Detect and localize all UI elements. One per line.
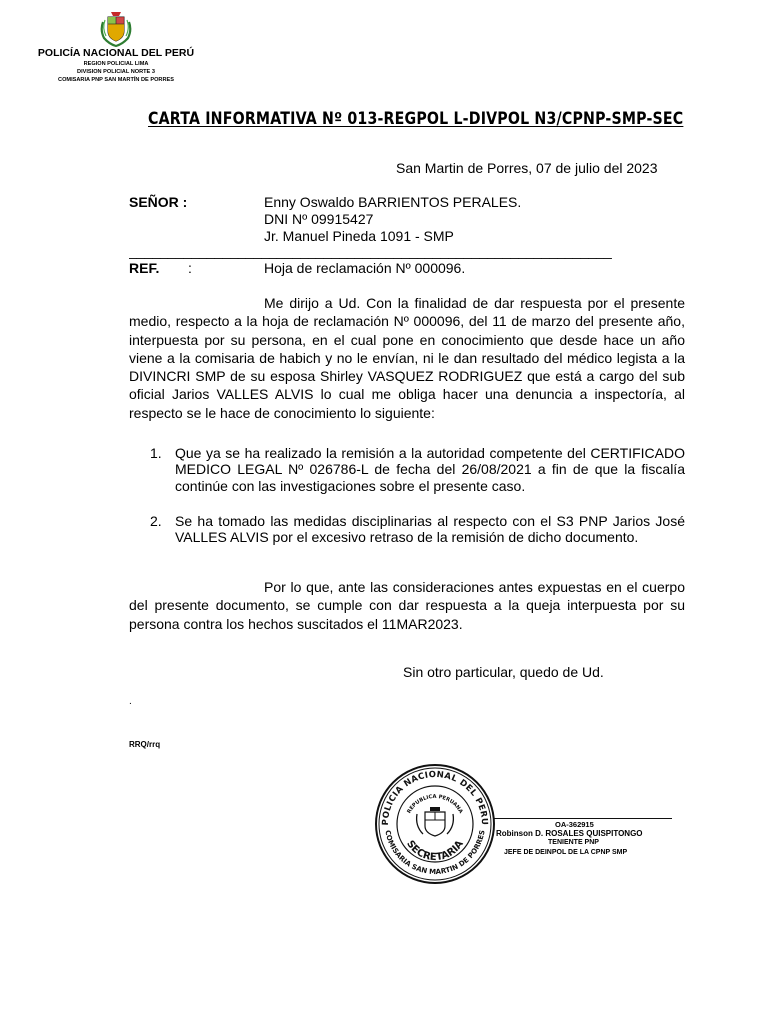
senor-label: SEÑOR : xyxy=(129,194,188,210)
list-item xyxy=(150,445,685,494)
signature-rank: TENIENTE PNP xyxy=(548,839,599,846)
svg-text:SECRETARIA xyxy=(404,838,466,863)
stamp-outer-bottom: COMISARIA SAN MARTIN DE PORRES xyxy=(383,829,487,877)
recipient-dni: DNI Nº 09915427 xyxy=(264,211,374,227)
recipient-name: Enny Oswaldo BARRIENTOS PERALES. xyxy=(264,194,522,210)
ref-colon: : xyxy=(188,260,192,276)
letter-title: CARTA INFORMATIVA Nº 013-REGPOL L-DIVPOL N3/CPNP-SMP-SEC xyxy=(148,109,684,128)
divider-line: ______________________________________________________________ xyxy=(129,243,612,259)
stamp-shield-icon xyxy=(417,807,454,836)
signature-name: Robinson D. ROSALES QUISPITONGO xyxy=(496,829,643,838)
list-item xyxy=(150,513,685,546)
ref-text: Hoja de reclamación Nº 000096. xyxy=(264,260,466,276)
coat-of-arms-icon xyxy=(97,10,135,48)
farewell: Sin otro particular, quedo de Ud. xyxy=(403,664,604,680)
signature-line xyxy=(494,818,672,819)
official-stamp xyxy=(373,762,497,886)
org-name: POLICÍA NACIONAL DEL PERÚ xyxy=(37,47,195,59)
stamp-center-text: SECRETARIA xyxy=(404,838,466,864)
comisaria-name: COMISARIA PNP SAN MARTÍN DE PORRES xyxy=(58,77,174,83)
list-item-number: 2. xyxy=(150,513,162,529)
marker-dot: . xyxy=(129,696,132,707)
list-item-text: Que ya se ha realizado la remisión a la autoridad competente del CERTIFICADO MEDICO LEGAL Nº 026786-L de fecha del 26/08/2021 a fin de que la fiscalía continúe con las investigaciones sobre el presente caso. xyxy=(175,445,685,494)
ref-label: REF. xyxy=(129,260,160,276)
body-paragraph: Me dirijo a Ud. Con la finalidad de dar respuesta por el presente medio, respecto a la hoja de reclamación Nº 000096, del 11 de marzo del presente año, interpuesta por su persona, en el cual pone en conocimiento que desde hace un año viene a la comisaria de habich y no le envían, ni le dan resultado del médico legista a la DIVINCRI SMP de su esposa Shirley VASQUEZ RODRIGUEZ que está a cargo del sub oficial Jarios VALLES ALVIS lo cual me obliga hacer una denuncia a inspectoría, al respecto se le hace de conocimiento lo siguiente: xyxy=(129,295,685,421)
signature-code: OA-362915 xyxy=(555,820,594,829)
closing-paragraph: Por lo que, ante las consideraciones antes expuestas en el cuerpo del presente documento, se cumple con dar respuesta a la queja interpuesta por su persona contra los hechos suscitados el 11MAR2023. xyxy=(129,579,685,632)
list-item-number: 1. xyxy=(150,445,162,461)
recipient-address: Jr. Manuel Pineda 1091 - SMP xyxy=(264,228,454,244)
region-name: REGION POLICIAL LIMA xyxy=(83,61,149,67)
stamp-outer-top: POLICIA NACIONAL DEL PERU xyxy=(380,769,490,826)
division-name: DIVISION POLICIAL NORTE 3 xyxy=(77,69,155,75)
initials: RRQ/rrq xyxy=(129,740,161,749)
place-date: San Martin de Porres, 07 de julio del 2023 xyxy=(396,160,658,176)
stamp-inner-top: REPUBLICA PERUANA xyxy=(406,793,464,815)
list-item-text: Se ha tomado las medidas disciplinarias al respecto con el S3 PNP Jarios José VALLES ALVIS por el excesivo retraso de la remisión de dicho documento. xyxy=(175,513,685,546)
signature-position: JEFE DE DEINPOL DE LA CPNP SMP xyxy=(504,849,628,856)
